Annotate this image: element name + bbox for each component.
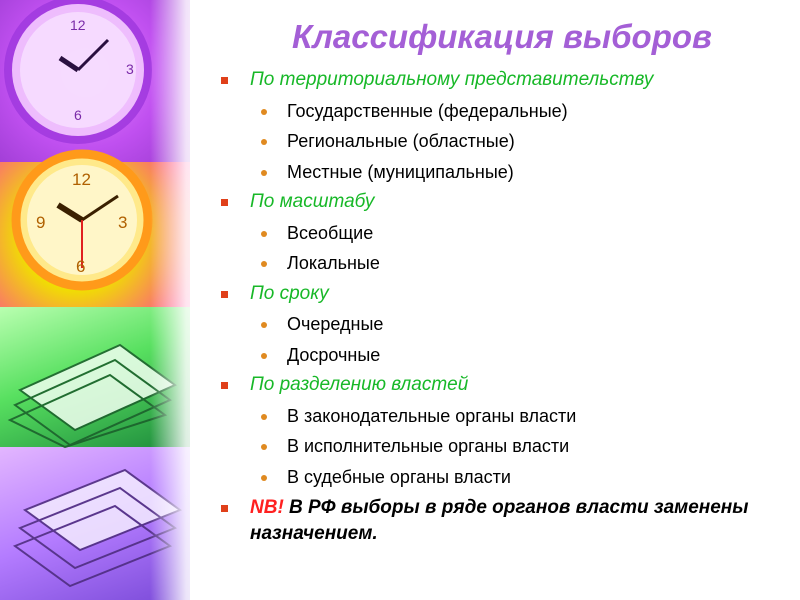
category-term [220,280,790,311]
svg-text:6: 6 [74,107,82,123]
clock-icon [16,154,148,286]
fade-edge [150,0,210,600]
square-bullet-icon [221,291,228,298]
svg-text:12: 12 [70,17,86,33]
list-item: В судебные органы власти [220,463,790,494]
dot-bullet-icon [261,475,267,481]
bullet-list [220,66,790,547]
nb-note [220,495,790,547]
dot-bullet-icon [261,261,267,267]
decorative-image-strip [0,0,190,600]
dot-bullet-icon [261,139,267,145]
list-item: Всеобщие [220,219,790,250]
category-scale [220,188,790,219]
slide-title: Классификация выборов [292,18,712,55]
nb-prefix: NB! [250,497,284,518]
nb-text: В РФ выборы в ряде органов власти заменены назначением. [250,497,749,544]
square-bullet-icon [221,199,228,206]
list-item: В исполнительные органы власти [220,432,790,463]
clock-icon [8,0,148,140]
category-label: По разделению властей [250,374,469,395]
svg-text:6: 6 [76,257,86,276]
dot-bullet-icon [261,170,267,176]
list-item: В законодательные органы власти [220,402,790,433]
square-bullet-icon [221,382,228,389]
square-bullet-icon [221,505,228,512]
svg-text:3: 3 [126,61,134,77]
list-item: Очередные [220,310,790,341]
list-item: Локальные [220,249,790,280]
category-separation-of-powers [220,371,790,402]
list-item: Региональные (областные) [220,127,790,158]
list-item: Досрочные [220,341,790,372]
category-label: По сроку [250,282,329,304]
svg-text:3: 3 [118,213,128,232]
category-territorial [220,66,790,97]
dot-bullet-icon [261,109,267,115]
dot-bullet-icon [261,322,267,328]
svg-text:9: 9 [36,213,46,232]
dot-bullet-icon [261,444,267,450]
list-item: Местные (муниципальные) [220,158,790,189]
list-item: Государственные (федеральные) [220,97,790,128]
svg-text:12: 12 [72,170,91,189]
dot-bullet-icon [261,414,267,420]
category-label: По масштабу [250,191,375,212]
square-bullet-icon [221,77,228,84]
category-label: По территориальному представительству [250,69,654,90]
dot-bullet-icon [261,231,267,237]
dot-bullet-icon [261,353,267,359]
